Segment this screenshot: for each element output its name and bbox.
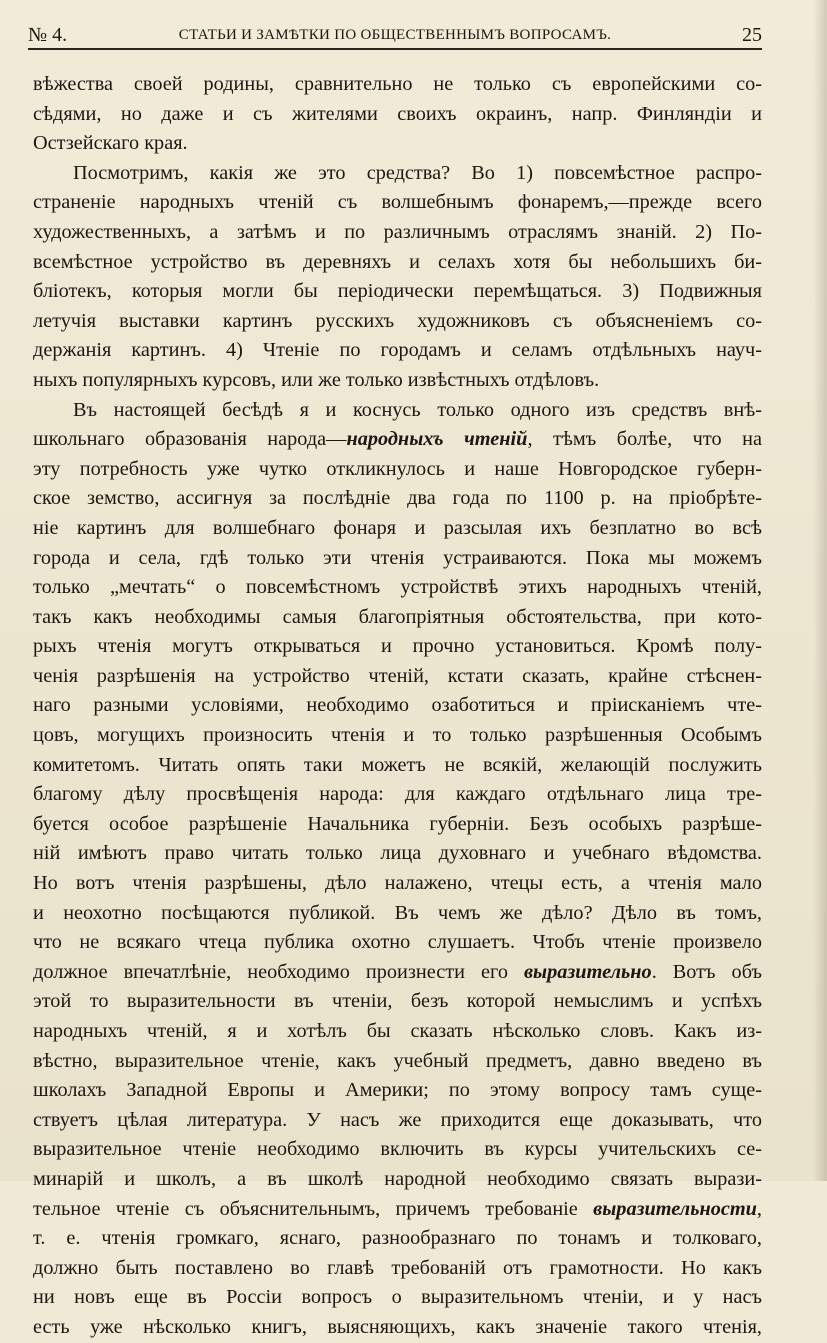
line-text: есть уже нѣсколько книгъ, выясняющихъ, какъ значеніе такого чтенія, bbox=[33, 1315, 762, 1338]
text-line bbox=[33, 1047, 762, 1077]
line-text-cont: , bbox=[756, 1197, 762, 1220]
text-line bbox=[33, 218, 762, 248]
line-text: держанія картинъ. 4) Чтеніе по городамъ и селамъ отдѣльныхъ науч- bbox=[33, 339, 762, 362]
text-line bbox=[33, 484, 762, 514]
text-line bbox=[33, 396, 762, 426]
text-line bbox=[33, 780, 762, 810]
line-text: художественныхъ, а затѣмъ и по различнымъ отраслямъ знаній. 2) По- bbox=[33, 220, 762, 243]
text-line bbox=[33, 544, 762, 574]
running-header bbox=[28, 22, 762, 50]
text-line bbox=[33, 514, 762, 544]
text-line bbox=[33, 1135, 762, 1165]
text-line bbox=[33, 307, 762, 337]
line-text: Но вотъ чтенія разрѣшены, дѣло налажено, чтецы есть, а чтенія мало bbox=[33, 872, 762, 895]
line-text: летучія выставки картинъ русскихъ художниковъ съ объясненіемъ со- bbox=[33, 309, 762, 332]
text-line bbox=[33, 691, 762, 721]
text-line bbox=[33, 425, 762, 455]
line-text: должное впечатлѣніе, необходимо произнести его bbox=[33, 960, 524, 983]
line-text: страненіе народныхъ чтеній съ волшебнымъ фонаремъ,—прежде всего bbox=[33, 191, 762, 214]
line-text: т. е. чтенія громкаго, яснаго, разнообразнаго по тонамъ и толковаго, bbox=[33, 1227, 762, 1250]
article-body bbox=[33, 70, 762, 1343]
line-text: Въ настоящей бесѣдѣ я и коснусь только одного изъ средствъ внѣ- bbox=[73, 398, 762, 421]
text-line bbox=[33, 455, 762, 485]
line-text: этой то выразительности въ чтеніи, безъ которой немыслимъ и успѣхъ bbox=[33, 990, 762, 1013]
text-line bbox=[33, 100, 762, 130]
line-text: благому дѣлу просвѣщенія народа: для каждаго отдѣльнаго лица тре- bbox=[33, 783, 762, 806]
line-text: ныхъ популярныхъ курсовъ, или же только извѣстныхъ отдѣловъ. bbox=[33, 368, 600, 391]
line-text: наго разными условіями, необходимо озаботиться и пріисканіемъ чте- bbox=[33, 694, 762, 717]
line-text: что не всякаго чтеца публика охотно слушаетъ. Чтобъ чтеніе произвело bbox=[33, 931, 762, 954]
text-line bbox=[33, 662, 762, 692]
line-text: и неохотно посѣщаются публикой. Въ чемъ же дѣло? Дѣло въ томъ, bbox=[33, 901, 762, 924]
text-line bbox=[33, 839, 762, 869]
text-line bbox=[33, 70, 762, 100]
text-line bbox=[33, 248, 762, 278]
emphasized-text: народныхъ чтеній bbox=[346, 428, 528, 451]
text-line bbox=[33, 1076, 762, 1106]
text-line bbox=[33, 129, 762, 159]
line-text: буется особое разрѣшеніе Начальника губерніи. Безъ особыхъ разрѣше- bbox=[33, 812, 762, 835]
line-text: выразительное чтеніе необходимо включить въ курсы учительскихъ се- bbox=[33, 1138, 762, 1161]
text-line bbox=[33, 573, 762, 603]
text-line bbox=[33, 1017, 762, 1047]
text-line bbox=[33, 277, 762, 307]
text-line bbox=[33, 987, 762, 1017]
emphasized-text: выразительности bbox=[593, 1197, 757, 1220]
text-line bbox=[33, 751, 762, 781]
section-title: СТАТЬИ И ЗАМѢТКИ ПО ОБЩЕСТВЕННЫМЪ ВОПРОСАМЪ. bbox=[178, 27, 612, 43]
line-text: ствуетъ цѣлая литература. У насъ же приходится еще доказывать, что bbox=[33, 1108, 762, 1131]
text-line bbox=[33, 810, 762, 840]
text-line bbox=[33, 1165, 762, 1195]
text-line bbox=[33, 1254, 762, 1284]
line-text: Посмотримъ, какія же это средства? Во 1) повсемѣстное распро- bbox=[73, 161, 762, 184]
text-line bbox=[33, 159, 762, 189]
line-text: сѣдями, но даже и съ жителями своихъ окраинъ, напр. Финляндіи и bbox=[33, 102, 762, 125]
text-line bbox=[33, 899, 762, 929]
line-text: такъ какъ необходимы самыя благопріятныя обстоятельства, при кото- bbox=[33, 605, 762, 628]
text-line bbox=[33, 1313, 762, 1343]
text-line bbox=[33, 188, 762, 218]
line-text: комитетомъ. Читать опять таки можетъ не всякій, желающій послужить bbox=[33, 753, 762, 776]
text-line bbox=[33, 1195, 762, 1225]
line-text: Остзейскаго края. bbox=[33, 132, 188, 155]
text-line bbox=[33, 603, 762, 633]
emphasized-text: выразительно bbox=[523, 960, 652, 983]
text-line bbox=[33, 1224, 762, 1254]
line-text: вѣжества своей родины, сравнительно не только съ европейскими со- bbox=[33, 73, 762, 95]
text-line bbox=[33, 336, 762, 366]
text-line bbox=[33, 1106, 762, 1136]
line-text: вѣстно, выразительное чтеніе, какъ учебный предметъ, давно введено въ bbox=[33, 1049, 762, 1072]
line-text: школахъ Западной Европы и Америки; по этому вопросу тамъ суще- bbox=[33, 1079, 762, 1102]
text-line bbox=[33, 869, 762, 899]
page-edge-shadow bbox=[813, 0, 827, 1181]
line-text: только „мечтать“ о повсемѣстномъ устройствѣ этихъ народныхъ чтеній, bbox=[33, 576, 762, 599]
line-text: города и села, гдѣ только эти чтенія устраиваются. Пока мы можемъ bbox=[33, 546, 762, 569]
line-text: бліотекъ, которыя могли бы періодически перемѣщаться. 3) Подвижныя bbox=[33, 280, 762, 303]
text-line bbox=[33, 1283, 762, 1313]
text-line bbox=[33, 721, 762, 751]
line-text: ни новъ еще въ Россіи вопросъ о выразительномъ чтеніи, и у насъ bbox=[33, 1286, 762, 1309]
text-line bbox=[33, 928, 762, 958]
line-text: ченія разрѣшенія на устройство чтеній, кстати сказать, крайне стѣснен- bbox=[33, 664, 762, 687]
issue-number: № 4. bbox=[28, 24, 68, 46]
line-text: должно быть поставлено во главѣ требованій отъ грамотности. Но какъ bbox=[33, 1256, 762, 1279]
line-text: цовъ, могущихъ произносить чтенія и то только разрѣшенныя Особымъ bbox=[33, 724, 762, 747]
text-line bbox=[33, 632, 762, 662]
line-text: народныхъ чтеній, я и хотѣлъ бы сказать нѣсколько словъ. Какъ из- bbox=[33, 1020, 762, 1042]
line-text: рыхъ чтенія могутъ открываться и прочно установиться. Кромѣ полу- bbox=[33, 635, 762, 658]
line-text: ское земство, ассигнуя за послѣдніе два года по 1100 р. на пріобрѣте- bbox=[33, 487, 762, 510]
line-text: тельное чтеніе съ объяснительнымъ, причемъ требованіе bbox=[33, 1197, 594, 1220]
page-number: 25 bbox=[742, 24, 762, 46]
text-line bbox=[33, 366, 762, 396]
line-text: ній имѣютъ право читать только лица духовнаго и учебнаго вѣдомства. bbox=[33, 842, 762, 865]
text-line bbox=[33, 958, 762, 988]
line-text-cont: , тѣмъ болѣе, что на bbox=[527, 428, 762, 451]
line-text-cont: . Вотъ объ bbox=[651, 960, 762, 983]
line-text: эту потребность уже чутко откликнулось и наше Новгородское губерн- bbox=[33, 457, 762, 480]
line-text: ніе картинъ для волшебнаго фонаря и разсылая ихъ безплатно во всѣ bbox=[33, 516, 762, 539]
line-text: всемѣстное устройство въ деревняхъ и селахъ хотя бы небольшихъ би- bbox=[33, 250, 762, 273]
line-text: минарій и школъ, а въ школѣ народной необходимо связать вырази- bbox=[33, 1167, 762, 1190]
line-text: школьнаго образованія народа— bbox=[33, 428, 347, 451]
